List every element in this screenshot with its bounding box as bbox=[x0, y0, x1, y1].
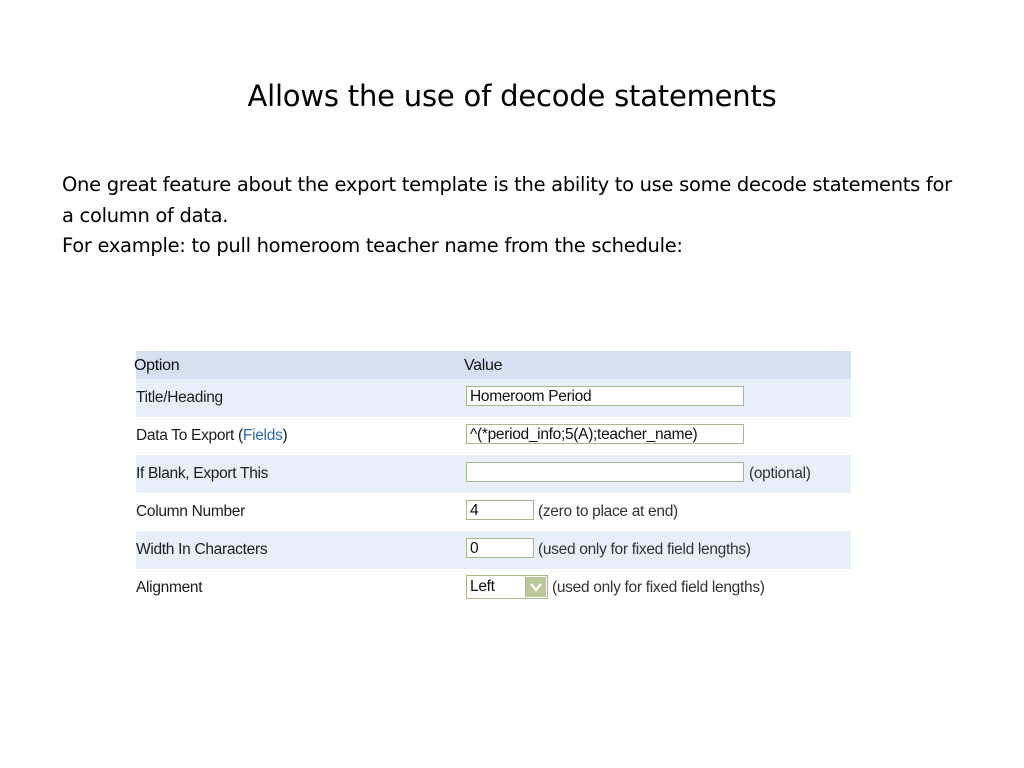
title-heading-input[interactable]: Homeroom Period bbox=[466, 386, 744, 406]
column-header-value: Value bbox=[464, 357, 503, 374]
table-row-title-heading bbox=[136, 379, 851, 417]
column-number-input[interactable]: 4 bbox=[466, 500, 534, 520]
if-blank-input[interactable] bbox=[466, 462, 744, 482]
option-label: Alignment bbox=[136, 579, 203, 596]
width-in-characters-input[interactable]: 0 bbox=[466, 538, 534, 558]
label-prefix: Data To Export ( bbox=[136, 427, 243, 444]
export-options-table bbox=[136, 351, 851, 607]
table-header-row bbox=[136, 351, 851, 379]
chevron-down-icon[interactable] bbox=[525, 577, 546, 597]
slide-title: Allows the use of decode statements bbox=[247, 79, 777, 113]
option-label: Width In Characters bbox=[136, 541, 268, 558]
option-label: Title/Heading bbox=[136, 389, 223, 406]
body-paragraph-example: For example: to pull homeroom teacher name from the schedule: bbox=[62, 234, 683, 257]
fields-link[interactable]: Fields bbox=[242, 427, 283, 444]
table-row-data-to-export bbox=[136, 417, 851, 455]
data-to-export-input[interactable]: ^(*period_info;5(A);teacher_name) bbox=[466, 424, 744, 444]
label-suffix: ) bbox=[282, 427, 288, 444]
table-row-column-number bbox=[136, 493, 851, 531]
table-row-alignment bbox=[136, 569, 851, 607]
alignment-select[interactable] bbox=[466, 575, 548, 599]
field-hint: (zero to place at end) bbox=[538, 503, 678, 520]
slide-body bbox=[62, 170, 962, 262]
column-header-option: Option bbox=[134, 357, 180, 374]
field-hint: (optional) bbox=[749, 465, 811, 482]
option-label: Column Number bbox=[136, 503, 245, 520]
field-hint: (used only for fixed field lengths) bbox=[552, 579, 765, 596]
table-row-if-blank bbox=[136, 455, 851, 493]
option-label: If Blank, Export This bbox=[136, 465, 269, 482]
table-row-width-in-characters bbox=[136, 531, 851, 569]
option-label bbox=[136, 427, 287, 445]
alignment-selected-value: Left bbox=[470, 578, 495, 595]
body-paragraph-intro: One great feature about the export template is the ability to use some decode statements for a column of data. bbox=[62, 173, 952, 227]
field-hint: (used only for fixed field lengths) bbox=[538, 541, 751, 558]
